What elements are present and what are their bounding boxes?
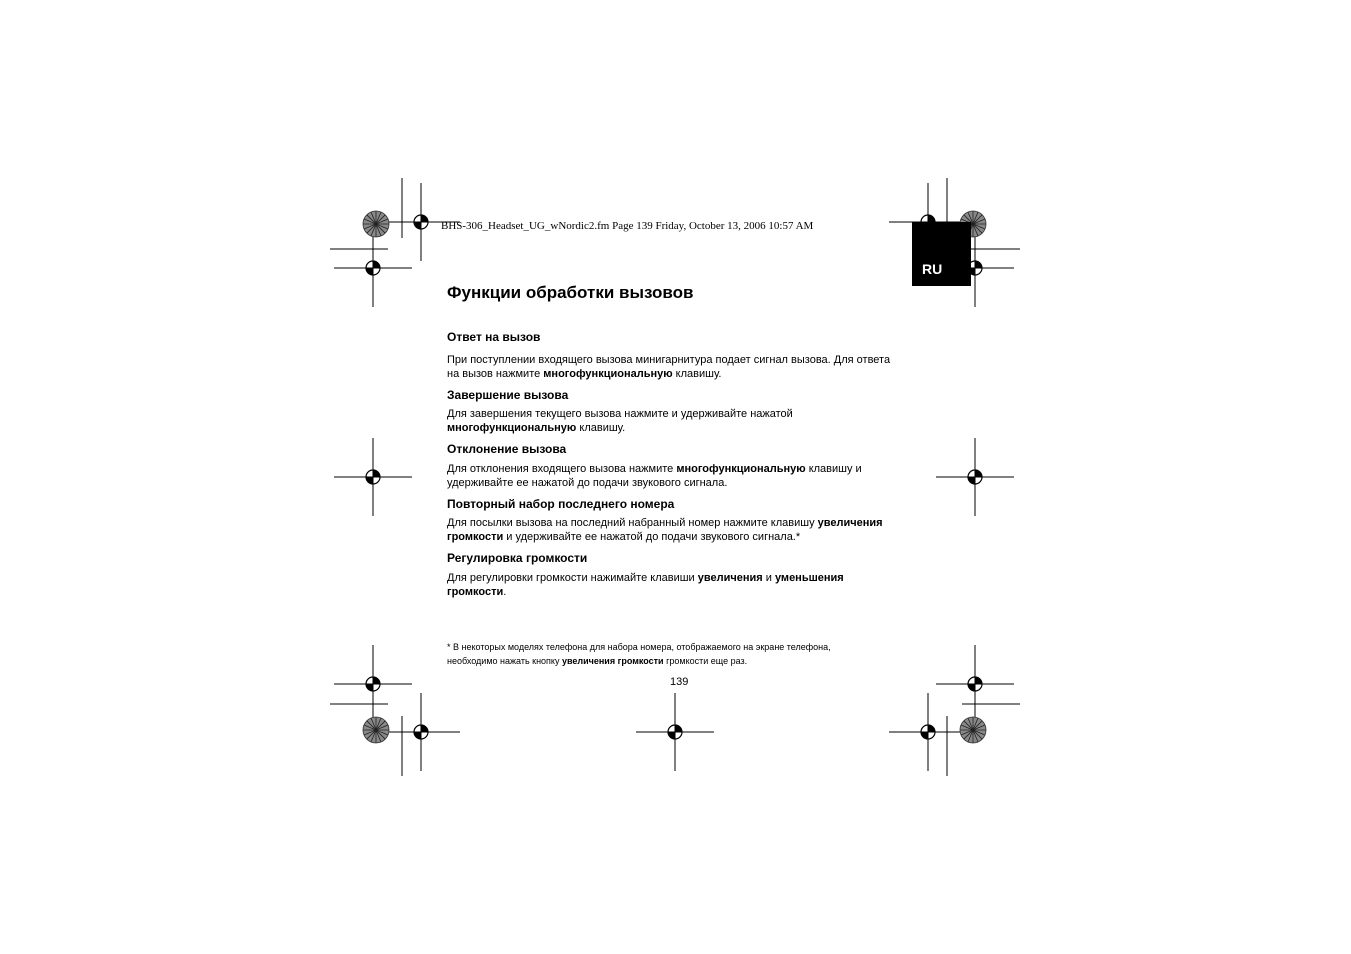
bold-key: громкости	[447, 531, 504, 543]
page-title: Функции обработки вызовов	[447, 283, 694, 302]
text-span: громкости еще раз.	[663, 656, 748, 666]
bold-key: увеличения	[817, 517, 883, 529]
text-span: и удерживайте ее нажатой до подачи звукового сигнала.*	[503, 531, 801, 543]
section-heading-reject: Отклонение вызова	[447, 442, 567, 456]
section-heading-redial: Повторный набор последнего номера	[447, 497, 675, 511]
text-span: Для отклонения входящего вызова нажмите	[447, 463, 677, 475]
page-number: 139	[670, 676, 689, 688]
text-line	[447, 367, 890, 381]
section-heading-end: Завершение вызова	[447, 388, 569, 402]
section-text-end	[447, 407, 793, 435]
text-span: клавишу.	[576, 422, 626, 434]
section-text-reject	[447, 462, 862, 490]
language-tab	[912, 222, 971, 286]
text-span: на вызов нажмите	[447, 368, 544, 380]
text-line: Для завершения текущего вызова нажмите и удерживайте нажатой	[447, 408, 793, 420]
text-line	[447, 462, 862, 476]
text-line: При поступлении входящего вызова минигарнитура подает сигнал вызова. Для ответа	[447, 354, 891, 366]
footnote	[447, 640, 831, 668]
section-text-redial	[447, 516, 883, 544]
bold-key: увеличения громкости	[561, 656, 664, 666]
text-line	[447, 530, 883, 544]
text-line	[447, 585, 844, 599]
text-span: клавишу и	[805, 463, 862, 475]
bold-key: многофункциональную	[447, 422, 577, 434]
text-line	[447, 421, 793, 435]
bold-key: увеличения	[697, 572, 763, 584]
text-span: и	[762, 572, 775, 584]
text-line	[447, 516, 883, 530]
section-text-answer	[447, 353, 890, 381]
file-header: BHS-306_Headset_UG_wNordic2.fm Page 139 Friday, October 13, 2006 10:57 AM	[441, 220, 814, 232]
text-line: удерживайте ее нажатой до подачи звукового сигнала.	[447, 477, 728, 489]
footnote-line: * В некоторых моделях телефона для набора номера, отображаемого на экране телефона,	[447, 642, 831, 652]
bold-key: многофункциональную	[676, 463, 806, 475]
bold-key: громкости	[447, 586, 504, 598]
section-heading-answer: Ответ на вызов	[447, 330, 541, 344]
text-span: клавишу.	[672, 368, 722, 380]
text-span: Для посылки вызова на последний набранный номер нажмите клавишу	[447, 517, 818, 529]
text-span: .	[503, 586, 507, 598]
section-heading-volume: Регулировка громкости	[447, 551, 588, 565]
text-span: необходимо нажать кнопку	[447, 656, 562, 666]
bold-key: уменьшения	[774, 572, 844, 584]
language-tab-label: RU	[922, 261, 943, 277]
bold-key: многофункциональную	[543, 368, 673, 380]
section-text-volume	[447, 571, 844, 599]
text-line	[447, 571, 844, 585]
footnote-line	[447, 654, 831, 668]
text-span: Для регулировки громкости нажимайте клавиши	[447, 572, 698, 584]
